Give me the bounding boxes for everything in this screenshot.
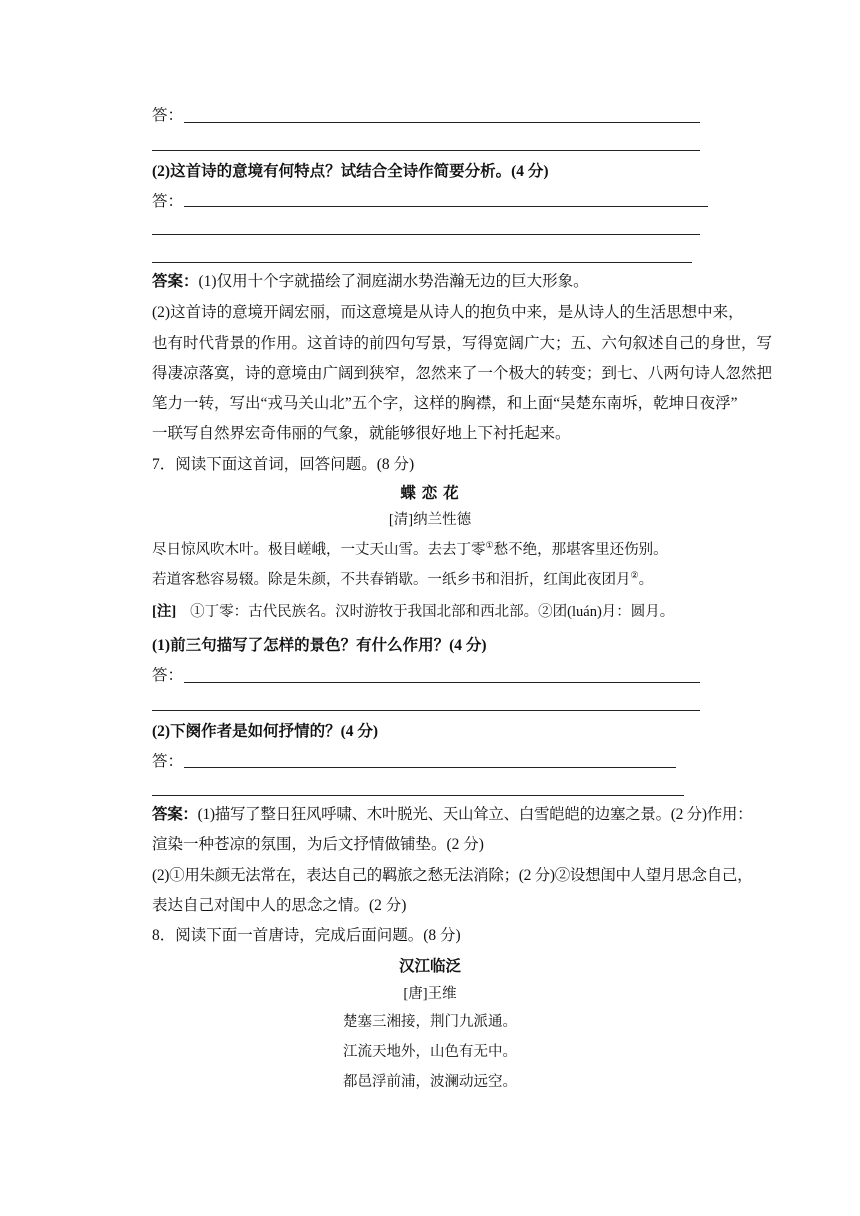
poem-line: 都邑浮前浦，波澜动远空。 [343,1074,517,1090]
answer-label: 答案： [152,273,199,290]
answer-label: 答案： [152,806,198,823]
note-text: ①丁零：古代民族名。汉时游牧于我国北部和西北部。②团(luán)月：圆月。 [190,604,675,620]
answer-line [152,150,700,151]
question-8-stem: 8．阅读下面一首唐诗，完成后面问题。(8 分) [152,927,461,944]
note-label: [注] [152,604,177,620]
question-7-2: (2)下阕作者是如何抒情的？(4 分) [152,723,379,740]
answer-prefix: 答： [152,193,184,210]
answer-prefix: 答： [152,667,184,684]
poem-title: 汉江临泛 [398,958,461,975]
answer-line [184,122,700,123]
answer-6-2-line: 笔力一转，写出“戎马关山北”五个字，这样的胸襟，和上面“吴楚东南坼，乾坤日夜浮” [152,395,738,412]
answer-line [152,795,684,796]
answer-line [152,234,700,235]
question-6-2: (2)这首诗的意境有何特点？试结合全诗作简要分析。(4 分) [152,163,549,180]
answer-text: (1)描写了整日狂风呼啸、木叶脱光、天山耸立、白雪皑皑的边塞之景。(2 分)作用： [197,806,753,823]
answer-7-line: 渲染一种苍凉的氛围，为后文抒情做铺垫。(2 分) [152,836,484,853]
footnote-mark: ② [630,571,639,582]
poem-text: 尽日惊风吹木叶。极目嵯峨，一丈天山雪。去去丁零 [152,542,486,558]
answer-prefix: 答： [152,107,184,124]
answer-text: (1)仅用十个字就描绘了洞庭湖水势浩瀚无边的巨大形象。 [198,273,589,290]
footnote-mark: ① [485,541,494,552]
answer-6-2-line: (2)这首诗的意境开阔宏丽，而这意境是从诗人的抱负中来，是从诗人的生活思想中来， [152,304,744,321]
poem-line [152,540,668,560]
poem-text: 若道客愁容易辍。除是朱颜，不共春销歇。一纸乡书和泪折，红闺此夜团月 [152,572,631,588]
answer-6-2-line: 得凄凉落寞，诗的意境由广阔到狭窄，忽然来了一个极大的转变；到七、八两句诗人忽然把 [152,365,773,382]
poem-line [152,570,653,590]
poem-note [152,602,674,622]
answer-prefix: 答： [152,753,184,770]
poem-line: 楚塞三湘接，荆门九派通。 [343,1014,517,1030]
poem-author: [唐]王维 [403,986,457,1002]
answer-6-2-line: 也有时代背景的作用。这首诗的前四句写景，写得宽阔广大；五、六句叙述自己的身世，写 [152,335,773,352]
answer-line [184,682,700,683]
poem-text: 愁不绝，那堪客里还伤别。 [493,542,668,558]
answer-7-line: (2)①用朱颜无法常在，表达自己的羁旅之愁无法消除；(2 分)②设想闺中人望月思念自己， [152,867,753,884]
poem-title: 蝶 恋 花 [400,485,460,502]
question-7-stem: 7．阅读下面这首词，回答问题。(8 分) [152,456,415,473]
poem-text: 。 [638,572,654,588]
answer-line [152,710,700,711]
answer-line [152,262,692,263]
poem-author: [清]纳兰性德 [388,512,472,528]
answer-6-2-line: 一联写自然界宏奇伟丽的气象，就能够很好地上下衬托起来。 [152,425,571,442]
answer-7-line: 表达自己对闺中人的思念之情。(2 分) [152,897,407,914]
poem-line: 江流天地外，山色有无中。 [343,1044,517,1060]
answer-7-line [152,805,752,825]
answer-line [184,767,676,768]
question-7-1: (1)前三句描写了怎样的景色？有什么作用？(4 分) [152,637,487,654]
answer-6-1 [152,272,589,292]
answer-line [184,206,708,207]
